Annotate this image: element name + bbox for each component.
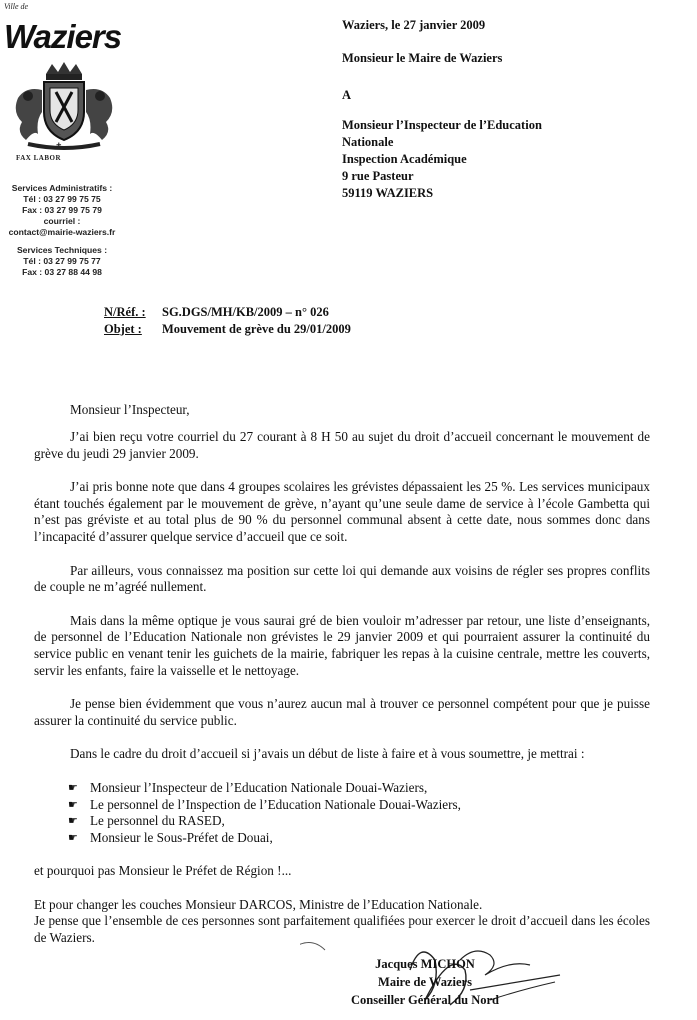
recipient-address xyxy=(342,117,542,202)
recipient-line: 59119 WAZIERS xyxy=(342,186,434,200)
paragraph: et pourquoi pas Monsieur le Préfet de Région !... xyxy=(34,863,292,879)
recipient-line: 9 rue Pasteur xyxy=(342,169,414,183)
paragraph: Je pense bien évidemment que vous n’aurez aucun mal à trouver ce personnel compétent pour que je puisse assurer la continuité du service public. xyxy=(34,696,650,728)
letter-date: Waziers, le 27 janvier 2009 xyxy=(342,18,486,32)
reference-block xyxy=(104,304,351,338)
objet-value: Mouvement de grève du 29/01/2009 xyxy=(162,322,351,336)
contact-email: contact@mairie-waziers.fr xyxy=(8,227,116,237)
services-admin-title: Services Administratifs : xyxy=(11,183,113,193)
paragraph: Dans le cadre du droit d’accueil si j’avais un début de liste à faire et à vous soumettre, je mettrai : xyxy=(70,746,585,762)
motto-banner: FAX LABOR xyxy=(16,154,62,162)
services-admin-fax: Fax : 03 27 99 75 79 xyxy=(22,205,102,215)
sender-line: Monsieur le Maire de Waziers xyxy=(342,51,503,65)
pointing-hand-icon: ☛ xyxy=(68,797,78,811)
courriel-label: courriel : xyxy=(43,216,81,226)
signatory-title: Maire de Waziers xyxy=(378,975,472,989)
ref-label: N/Réf. : xyxy=(104,305,146,319)
services-admin-tel: Tél : 03 27 99 75 75 xyxy=(23,194,101,204)
letter-body xyxy=(34,402,650,947)
pointing-hand-icon: ☛ xyxy=(68,814,78,828)
signature-block xyxy=(300,955,550,1009)
services-tech-tel: Tél : 03 27 99 75 77 xyxy=(23,256,101,266)
signatory-title: Conseiller Général du Nord xyxy=(350,993,500,1007)
paragraph: J’ai pris bonne note que dans 4 groupes scolaires les grévistes dépassaient les 25 %. Les services municipaux étant touchés également par le mouvement de grève, n’ayant qu’une seule dame de service à l’école Gambetta qui n’est pas gréviste et au total plus de 90 % du personnel communal absent à cette date, nous sommes donc dans l’incapacité d’assurer quelque service d’accueil que ce soit. xyxy=(34,479,650,544)
pointing-hand-icon: ☛ xyxy=(68,830,78,844)
list-item: ☛ Monsieur le Sous-Préfet de Douai, xyxy=(68,829,273,845)
ref-value: SG.DGS/MH/KB/2009 – n° 026 xyxy=(162,305,329,319)
recipient-line: Nationale xyxy=(342,135,394,149)
services-tech-title: Services Techniques : xyxy=(16,245,108,255)
salutation: Monsieur l’Inspecteur, xyxy=(70,402,190,417)
services-tech-fax: Fax : 03 27 88 44 98 xyxy=(22,267,102,277)
recipient-line: Inspection Académique xyxy=(342,152,467,166)
objet-label: Objet : xyxy=(104,322,142,336)
paragraph: Et pour changer les couches Monsieur DARCOS, Ministre de l’Education Nationale. xyxy=(34,896,483,912)
list-item: ☛ Le personnel du RASED, xyxy=(68,813,225,829)
recipient-list xyxy=(34,780,650,846)
paragraph: Par ailleurs, vous connaissez ma position sur cette loi qui demande aux voisins de régler ses propres conflits de couple ne m’agréé nullement. xyxy=(34,562,650,595)
paragraph: Mais dans la même optique je vous saurai gré de bien vouloir m’adresser par retour, une liste d’enseignants, de personnel de l’Education Nationale non grévistes le 29 janvier 2009 et qui pourraient assurer la continuité du service public en venant tenir les guichets de la mairie, fabriquer les repas à la cuisine centrale, mettre les couverts, servir les enfants, faire la vaisselle et le nettoyage. xyxy=(34,612,650,678)
a-label: A xyxy=(342,88,352,102)
waziers-logo-text: Waziers xyxy=(4,18,122,55)
paragraph: J’ai bien reçu votre courriel du 27 courant à 8 H 50 au sujet du droit d’accueil concernant le mouvement de grève du jeudi 29 janvier 2009. xyxy=(34,429,650,461)
recipient-line: Monsieur l’Inspecteur de l’Education xyxy=(342,118,542,132)
list-item: ☛ Le personnel de l’Inspection de l’Education Nationale Douai-Waziers, xyxy=(68,796,461,812)
list-item: ☛ Monsieur l’Inspecteur de l’Education Nationale Douai-Waziers, xyxy=(68,779,428,795)
pointing-hand-icon: ☛ xyxy=(68,780,78,794)
signatory-name: Jacques MICHON xyxy=(375,957,475,971)
coat-of-arms-icon xyxy=(8,60,120,157)
ville-de-label: Ville de xyxy=(4,2,29,11)
paragraph: Je pense que l’ensemble de ces personnes sont parfaitement qualifiées pour exercer le droit d’accueil dans les écoles de Waziers. xyxy=(34,913,650,946)
contact-block xyxy=(0,183,124,278)
cross-icon: ✝ xyxy=(55,141,63,151)
